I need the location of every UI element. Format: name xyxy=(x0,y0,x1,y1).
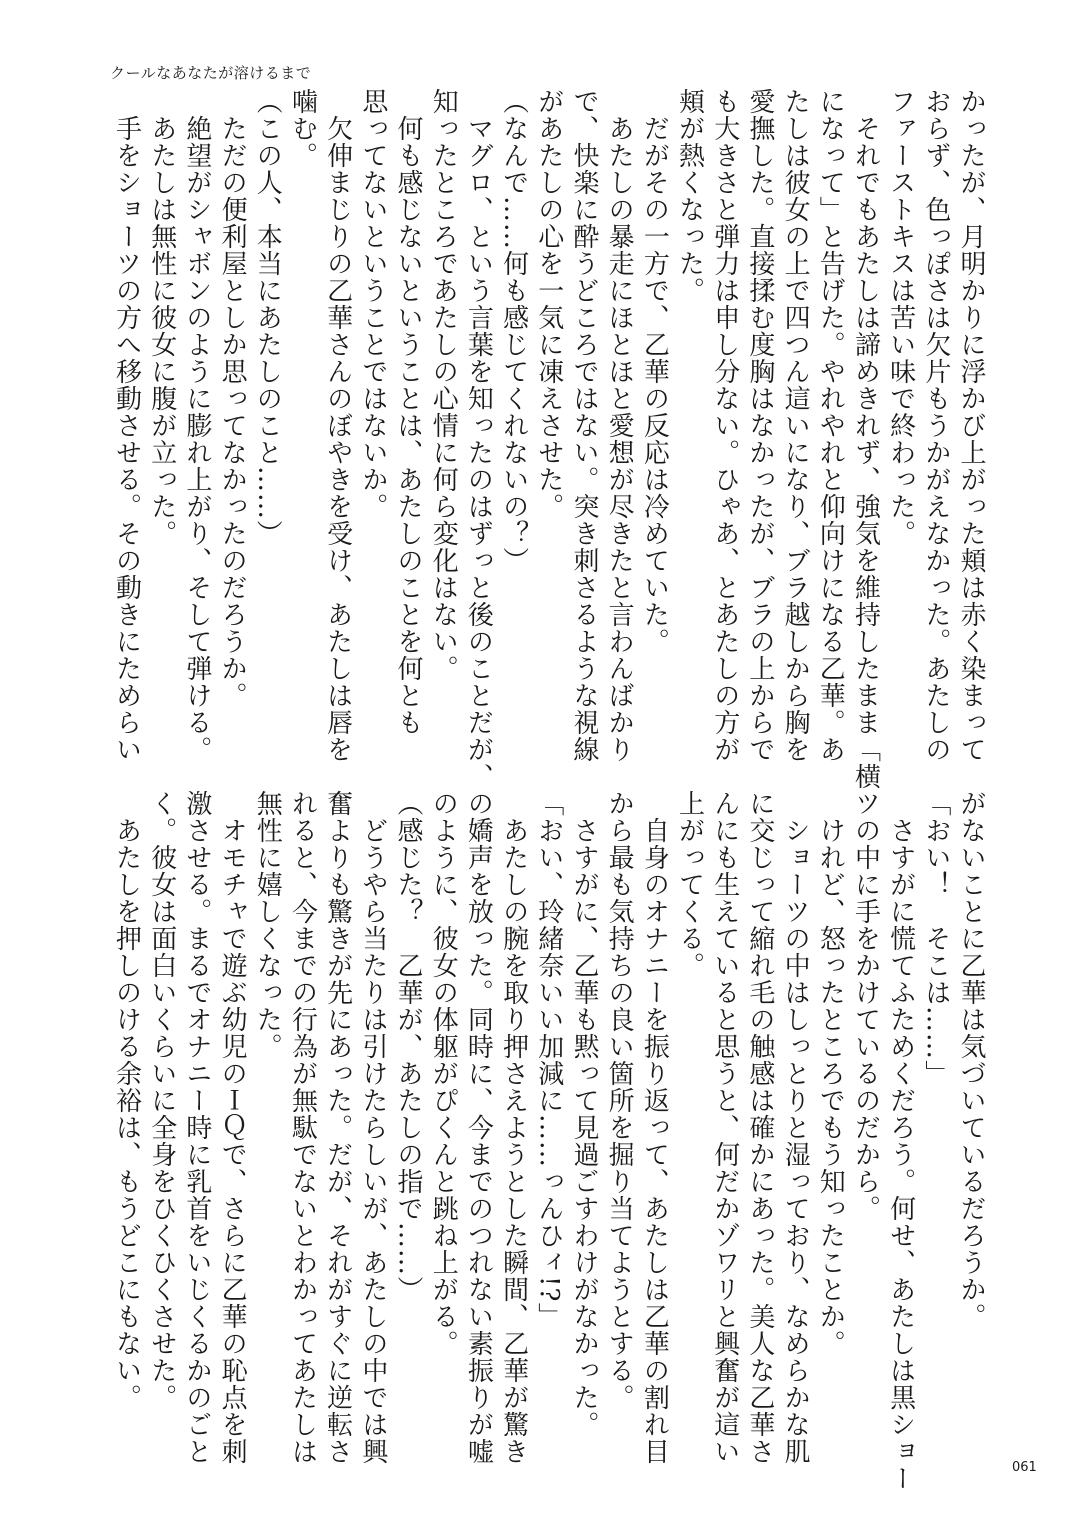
text-column: （なんで……何も感じてくれないの？） xyxy=(498,88,529,574)
text-column: 上がってくる。 xyxy=(674,790,705,979)
text-column: あたしは無性に彼女に腹が立った。 xyxy=(146,88,177,547)
running-header: クールなあなたが溶けるまで xyxy=(110,64,312,82)
text-column: 「おい、玲緒奈いい加減に……っんひィ!?」 xyxy=(533,790,564,1330)
text-column: がないことに乙華は気づいているだろうか。 xyxy=(956,790,986,1330)
text-column: のように、彼女の体躯がぴくんと跳ね上がる。 xyxy=(428,790,459,1357)
text-column: あたしの暴走にほとほと愛想が尽きたと言わんばかり xyxy=(604,88,635,763)
text-column: （感じた？ 乙華が、あたしの指で……） xyxy=(393,790,423,1303)
page-number: 061 xyxy=(1012,1460,1037,1475)
text-column: 思ってないということではないか。 xyxy=(357,88,388,520)
text-column: マグロ、という言葉を知ったのはずっと後のことだが、 xyxy=(463,88,494,790)
text-column: あたしを押しのける余裕は、もうどこにもない。 xyxy=(111,790,142,1411)
text-column: ただの便利屋としか思ってなかったのだろうか。 xyxy=(217,88,248,709)
text-column: たしは彼女の上で四つん這いになり、ブラ越しから胸を xyxy=(780,88,811,763)
text-column: に交じって縮れ毛の触感は確かにあった。美人な乙華さ xyxy=(744,790,775,1465)
text-column: も大きさと弾力は申し分ない。ひゃあ、とあたしの方が xyxy=(709,88,740,763)
text-column: かったが、月明かりに浮かび上がった頬は赤く染まって xyxy=(956,88,986,763)
text-column: ファーストキスは苦い味で終わった。 xyxy=(885,88,916,547)
text-column: 手をショーツの方へ移動させる。その動きにためらい xyxy=(111,88,142,763)
text-column: さすがに、乙華も黙って見過ごすわけがなかった。 xyxy=(568,790,599,1438)
text-column: おらず、色っぽさは欠片もうかがえなかった。あたしの xyxy=(920,88,951,763)
text-block-upper xyxy=(108,88,988,790)
text-column: さすがに慌てふためくだろう。何せ、あたしは黒ショー xyxy=(885,790,916,1492)
text-column: 知ったところであたしの心情に何ら変化はない。 xyxy=(428,88,459,682)
text-column: で、快楽に酔うどころではない。突き刺さるような視線 xyxy=(568,88,599,763)
text-column: れると、今までの行為が無駄でないとわかってあたしは xyxy=(287,790,318,1465)
text-column: （この人、本当にあたしのこと……） xyxy=(252,88,283,547)
text-column: ツの中に手をかけているのだから。 xyxy=(850,790,881,1222)
text-column: から最も気持ちの良い箇所を掘り当てようとする。 xyxy=(604,790,635,1411)
text-column: それでもあたしは諦めきれず、強気を維持したまま「横 xyxy=(850,88,881,790)
text-column: 激させる。まるでオナニー時に乳首をいじくるかのごと xyxy=(181,790,212,1465)
text-column: 頬が熱くなった。 xyxy=(674,88,705,304)
text-block-lower xyxy=(108,790,988,1492)
text-column: く。彼女は面白いくらいに全身をひくひくさせた。 xyxy=(146,790,177,1411)
text-column: だがその一方で、乙華の反応は冷めていた。 xyxy=(639,88,670,655)
text-column: オモチャで遊ぶ幼児のＩＱで、さらに乙華の恥点を刺 xyxy=(217,790,248,1465)
text-column: 「おい！ そこは……」 xyxy=(920,790,951,1087)
text-column: があたしの心を一気に凍えさせた。 xyxy=(533,88,564,520)
text-column: 無性に嬉しくなった。 xyxy=(252,790,283,1060)
text-column: んにも生えていると思うと、何だかゾワリと興奮が這い xyxy=(709,790,740,1465)
text-column: 自身のオナニーを振り返って、あたしは乙華の割れ目 xyxy=(639,790,670,1465)
text-column: になって」と告げた。やれやれと仰向けになる乙華。あ xyxy=(815,88,846,763)
text-column: 愛撫した。直接揉む度胸はなかったが、ブラの上からで xyxy=(744,88,775,763)
text-column: の嬌声を放った。同時に、今までのつれない素振りが嘘 xyxy=(463,790,494,1465)
text-column: 奮よりも驚きが先にあった。だが、それがすぐに逆転さ xyxy=(322,790,353,1465)
text-column: 欠伸まじりの乙華さんのぼやきを受け、あたしは唇を xyxy=(322,88,353,763)
text-column: 噛む。 xyxy=(287,88,318,169)
text-column: けれど、怒ったところでもう知ったことか。 xyxy=(815,790,846,1357)
text-column: あたしの腕を取り押さえようとした瞬間、乙華が驚き xyxy=(498,790,529,1465)
text-column: 何も感じないということは、あたしのことを何とも xyxy=(393,88,423,736)
text-column: どうやら当たりは引けたらしいが、あたしの中では興 xyxy=(357,790,388,1465)
text-column: ショーツの中はしっとりと湿っており、なめらかな肌 xyxy=(780,790,811,1465)
text-column: 絶望がシャボンのように膨れ上がり、そして弾ける。 xyxy=(181,88,212,763)
